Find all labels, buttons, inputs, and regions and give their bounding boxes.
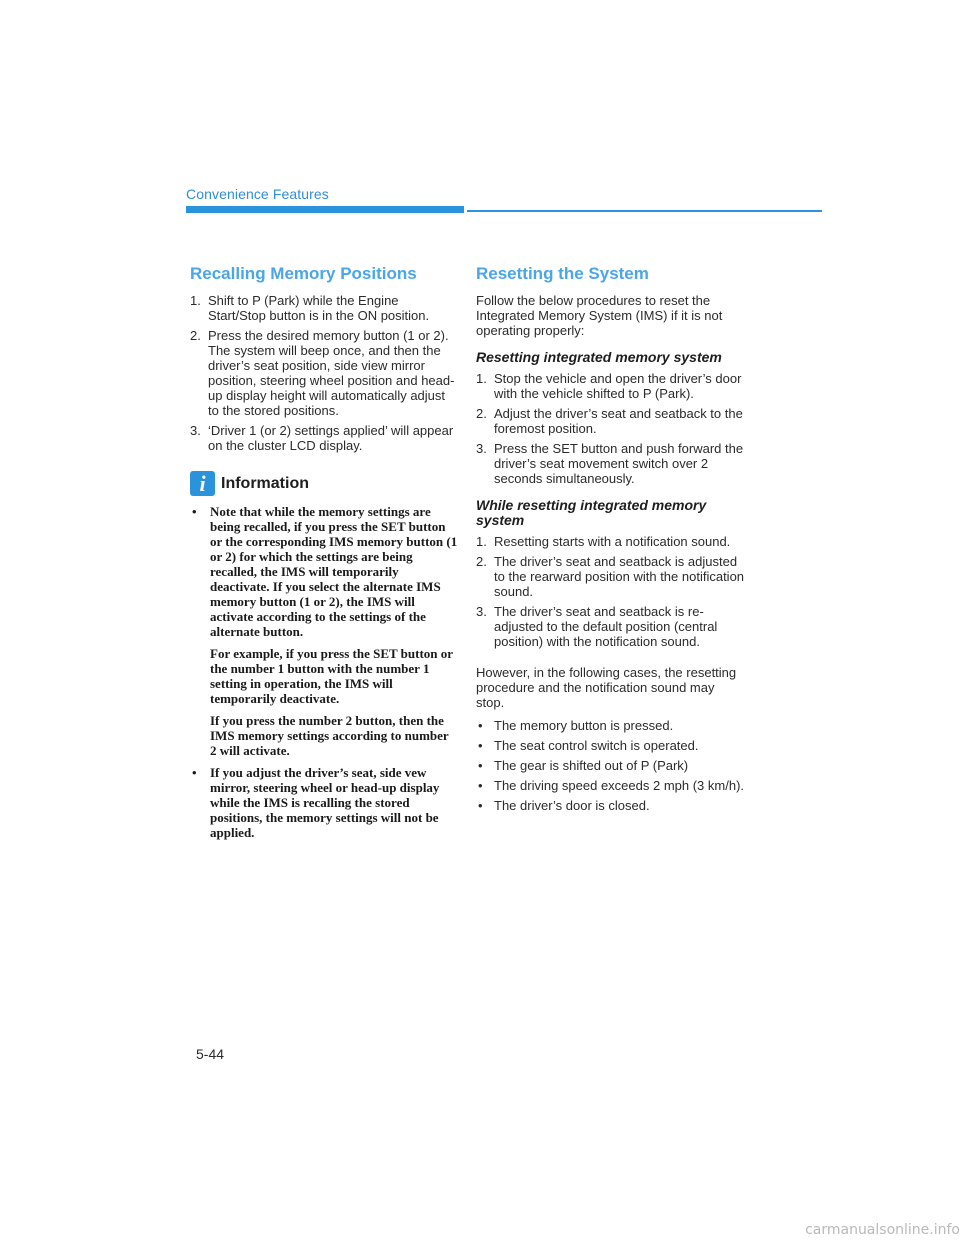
list-item: • The driving speed exceeds 2 mph (3 km/h).: [478, 778, 745, 793]
bullet: •: [192, 765, 197, 780]
resetting-steps: [476, 371, 746, 486]
list-item: • The driver’s door is closed.: [478, 798, 650, 813]
list-item: 3. Press the SET button and push forward the driver’s seat movement switch over 2 seconds simultaneously.: [476, 441, 744, 486]
watermark[interactable]: carmanualsonline.info: [805, 1222, 960, 1238]
right-column: [476, 264, 746, 818]
header-rule-thick: [186, 206, 464, 213]
sub-heading-resetting: Resetting integrated memory system: [476, 349, 722, 365]
list-item: 2. Press the desired memory button (1 or 2). The system will beep once, and then the driver’s seat position, side view mirror position, steering wheel position and head-up display height will automatically adjust to the stored positions.: [190, 328, 455, 418]
list-item: 3. ‘Driver 1 (or 2) settings applied’ will appear on the cluster LCD display.: [190, 423, 454, 453]
list-item: • Note that while the memory settings are being recalled, if you press the SET button or the corresponding IMS memory button (1 or 2) for which the settings are being recalled, the IMS will temporarily deactivate. If you select the alternate IMS memory button (1 or 2), the IMS will activate according to the settings of the alternate button. For example, if you press the SET button or the number 1 button with the number 1 setting in operation, the IMS will temporarily deactivate. If you press the number 2 button, then the IMS memory settings according to number 2 will activate.: [192, 504, 458, 758]
list-item: 1. Stop the vehicle and open the driver’s door with the vehicle shifted to P (Park).: [476, 371, 742, 401]
header-rule-thin: [467, 210, 822, 212]
list-item: 1. Shift to P (Park) while the Engine Start/Stop button is in the ON position.: [190, 293, 430, 323]
list-item: 2. Adjust the driver’s seat and seatback to the foremost position.: [476, 406, 743, 436]
list-item: • The seat control switch is operated.: [478, 738, 699, 753]
list-item: 3. The driver’s seat and seatback is re-adjusted to the default position (central position) with the notification sound.: [476, 604, 718, 649]
page-number: 5-44: [196, 1046, 225, 1062]
recalling-title: Recalling Memory Positions: [190, 264, 417, 283]
however-paragraph: However, in the following cases, the resetting procedure and the notification sound may stop.: [476, 665, 737, 710]
recalling-steps: [190, 293, 458, 453]
information-icon: i: [190, 471, 215, 496]
sub-heading-while-resetting: While resetting integrated memory system: [476, 497, 707, 528]
while-resetting-steps: [476, 534, 746, 649]
list-item: 1. Resetting starts with a notification sound.: [476, 534, 731, 549]
stop-cases: [476, 718, 746, 813]
list-item: • If you adjust the driver’s seat, side vew mirror, steering wheel or head-up display while the IMS is recalling the stored positions, the memory settings will not be applied.: [192, 765, 440, 840]
list-item: • The gear is shifted out of P (Park): [478, 758, 689, 773]
information-notes: [190, 504, 458, 840]
list-item: 2. The driver’s seat and seatback is adjusted to the rearward position with the notification sound.: [476, 554, 745, 599]
section-label: Convenience Features: [186, 186, 329, 202]
bullet: •: [192, 504, 197, 519]
list-item: • The memory button is pressed.: [478, 718, 674, 733]
information-title: Information: [221, 475, 309, 492]
left-column: [190, 264, 458, 847]
resetting-title: Resetting the System: [476, 264, 649, 283]
information-heading: [190, 471, 458, 496]
resetting-intro: Follow the below procedures to reset the Integrated Memory System (IMS) if it is not operating properly:: [476, 293, 723, 338]
